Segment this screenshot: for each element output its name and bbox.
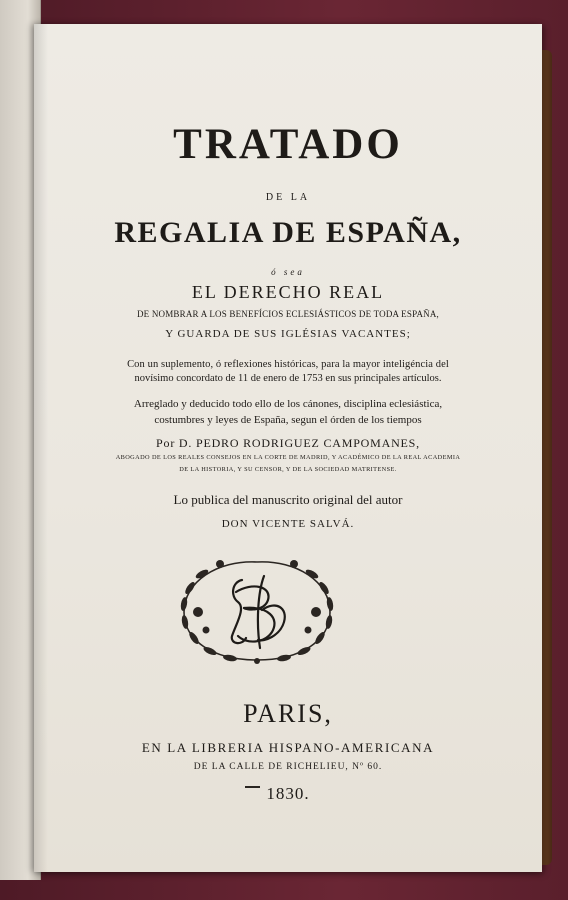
publisher-address: DE LA CALLE DE RICHELIEU, Nº 60. xyxy=(193,762,383,772)
monogram-wreath-ornament xyxy=(172,552,342,670)
supplement-line-2: novísimo concordato de 11 de enero de 1753 en sus principales artículos. xyxy=(134,373,442,384)
book-title: TRATADO xyxy=(173,121,403,168)
alternative-title: EL DERECHO REAL xyxy=(191,282,385,302)
editor-name: DON VICENTE SALVÁ. xyxy=(221,518,355,530)
arrangement-line-1: Arreglado y deducido todo ello de los cánones, disciplina eclesiástica, xyxy=(133,398,443,410)
author-line: Por D. PEDRO RODRIGUEZ CAMPOMANES, xyxy=(156,436,420,450)
o-sea-connector: ó sea xyxy=(271,267,305,277)
author-credentials-line-1: ABOGADO DE LOS REALES CONSEJOS EN LA CORTE DE MADRID, Y ACADÉMICO DE LA REAL ACADEMIA xyxy=(115,454,461,461)
publisher-name: EN LA LIBRERIA HISPANO-AMERICANA xyxy=(141,740,435,755)
title-description-line-1: DE NOMBRAR A LOS BENEFÍCIOS ECLESIÁSTICOS DE TODA ESPAÑA, xyxy=(136,309,440,319)
book-subtitle: REGALIA DE ESPAÑA, xyxy=(114,216,462,249)
publication-year: 1830. xyxy=(266,784,310,803)
arrangement-line-2: costumbres y leyes de España, segun el órden de los tiempos xyxy=(154,414,422,426)
publication-note: Lo publica del manuscrito original del autor xyxy=(173,492,403,507)
publication-place: PARIS, xyxy=(243,699,333,728)
supplement-line-1: Con un suplemento, ó reflexiones históricas, para la mayor inteligéncia del xyxy=(127,359,449,370)
title-description-line-2: Y GUARDA DE SUS IGLÉSIAS VACANTES; xyxy=(165,328,411,340)
title-connector: DE LA xyxy=(265,192,311,203)
title-page xyxy=(34,24,542,872)
author-credentials-line-2: DE LA HISTORIA, Y SU CENSOR, Y DE LA SOCIEDAD MATRITENSE. xyxy=(179,466,397,473)
